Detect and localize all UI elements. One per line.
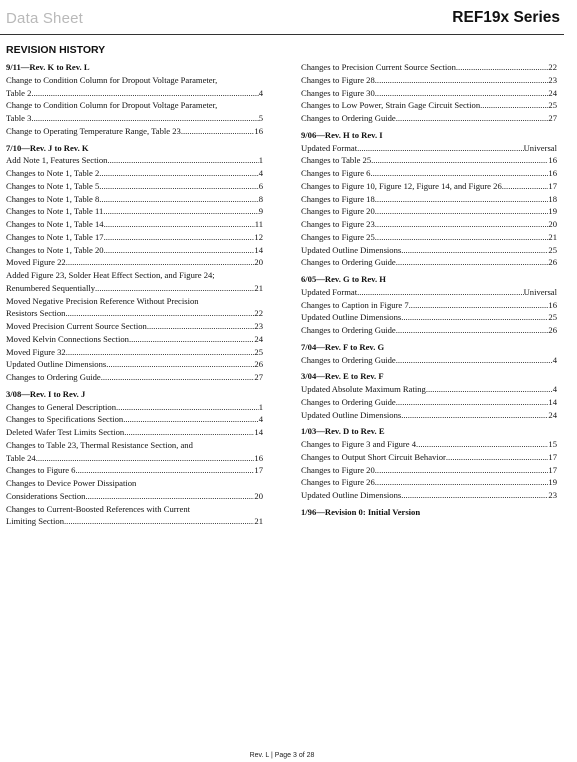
page-number: 4 — [552, 354, 557, 365]
page-number: 12 — [254, 231, 263, 242]
header-doc-type: Data Sheet — [6, 10, 84, 27]
change-text: Resistors Section — [6, 308, 66, 319]
dot-leader — [95, 282, 254, 295]
change-text: Add Note 1, Features Section — [6, 155, 108, 166]
change-entry — [301, 167, 557, 180]
change-line: Moved Negative Precision Reference Without Precision — [6, 295, 199, 306]
dot-leader — [401, 244, 548, 257]
change-entry — [6, 154, 263, 167]
change-entry — [301, 476, 557, 489]
dot-leader — [116, 401, 259, 414]
dot-leader — [401, 409, 548, 422]
dot-leader — [375, 193, 549, 206]
change-entry — [301, 299, 557, 312]
revision-heading: 1/96—Revision 0: Initial Version — [301, 506, 421, 517]
dot-leader — [370, 167, 548, 180]
page-number: 25 — [254, 346, 263, 357]
change-entry — [6, 244, 263, 257]
revision-section — [301, 129, 557, 269]
change-text: Changes to Figure 10, Figure 12, Figure 14, and Figure 26 — [301, 180, 502, 191]
change-entry — [6, 413, 263, 426]
page-number: 19 — [548, 477, 557, 488]
change-entry — [301, 180, 557, 193]
change-text: Updated Absolute Maximum Rating — [301, 384, 426, 394]
dot-leader — [396, 256, 549, 269]
change-text: Changes to Ordering Guide — [6, 372, 101, 382]
change-text: Changes to Ordering Guide — [301, 396, 396, 407]
change-text: Changes to Ordering Guide — [301, 354, 396, 365]
change-entry — [301, 218, 557, 231]
page-number: 16 — [548, 299, 557, 310]
page-number: 21 — [254, 282, 263, 293]
change-entry — [301, 438, 557, 451]
change-line: Changes to Device Power Dissipation — [6, 478, 137, 488]
revision-section — [301, 425, 557, 502]
dot-leader — [64, 515, 254, 528]
change-text: Changes to Note 1, Table 20 — [6, 244, 104, 255]
dot-leader — [99, 193, 258, 206]
change-entry — [6, 307, 263, 320]
page-number: 26 — [254, 359, 263, 370]
change-line: Added Figure 23, Solder Heat Effect Section, and Figure 24; — [6, 270, 215, 280]
change-entry — [301, 154, 557, 167]
dot-leader — [357, 142, 523, 155]
revision-heading: 3/04—Rev. E to Rev. F — [301, 371, 384, 382]
change-entry — [301, 193, 557, 206]
revision-section — [301, 370, 557, 421]
change-entry — [301, 383, 557, 396]
change-entry — [6, 218, 263, 231]
change-text: Change to Operating Temperature Range, Table 23 — [6, 125, 181, 136]
change-entry — [6, 205, 263, 218]
change-entry — [301, 396, 557, 409]
dot-leader — [396, 396, 549, 409]
page-number: 20 — [548, 219, 557, 229]
change-entry — [6, 167, 263, 180]
change-text: Changes to Figure 20 — [301, 206, 375, 217]
change-entry — [6, 333, 263, 346]
change-text: Changes to Figure 26 — [301, 477, 375, 488]
change-entry — [6, 256, 263, 269]
change-entry — [301, 87, 557, 100]
page-number: 17 — [548, 180, 557, 191]
dot-leader — [106, 358, 254, 371]
change-line: Change to Condition Column for Dropout Voltage Parameter, — [6, 100, 218, 111]
change-entry — [6, 346, 263, 359]
dot-leader — [401, 489, 548, 502]
page-number: 18 — [548, 193, 557, 204]
page-number: 4 — [258, 87, 263, 98]
page-number: 27 — [254, 372, 263, 382]
change-entry — [6, 193, 263, 206]
page-number: 20 — [254, 490, 263, 501]
change-text: Changes to Figure 20 — [301, 464, 375, 475]
change-entry — [6, 371, 263, 384]
revision-section — [301, 61, 557, 125]
change-text: Changes to Note 1, Table 2 — [6, 168, 100, 178]
change-entry — [301, 244, 557, 257]
change-text: Changes to Figure 3 and Figure 4 — [301, 439, 417, 449]
page-number: 14 — [548, 396, 557, 407]
dot-leader — [396, 354, 553, 367]
dot-leader — [456, 61, 549, 74]
change-entry — [301, 324, 557, 337]
revision-section — [6, 388, 263, 528]
change-entry — [6, 358, 263, 371]
dot-leader — [357, 286, 523, 299]
dot-leader — [66, 256, 255, 269]
change-entry — [6, 464, 263, 477]
dot-leader — [426, 383, 553, 396]
change-text: Table 24 — [6, 452, 36, 463]
page-number: 22 — [254, 308, 263, 319]
dot-leader — [375, 476, 549, 489]
dot-leader — [147, 320, 255, 333]
change-text: Deleted Wafer Test Limits Section — [6, 427, 125, 437]
page-number: 23 — [548, 490, 557, 500]
page-number: 14 — [254, 427, 263, 437]
dot-leader — [409, 299, 549, 312]
change-line: Change to Condition Column for Dropout Voltage Parameter, — [6, 74, 218, 85]
page-number: 5 — [258, 113, 263, 123]
change-text: Changes to Table 25 — [301, 155, 372, 166]
dot-leader — [375, 231, 549, 244]
revision-section — [6, 142, 263, 384]
dot-leader — [416, 438, 548, 451]
page-number: 15 — [548, 439, 557, 449]
change-entry — [301, 464, 557, 477]
page-number: 23 — [548, 74, 557, 85]
change-entry — [301, 451, 557, 464]
change-entry — [6, 180, 263, 193]
revision-section — [301, 341, 557, 367]
change-text: Changes to Precision Current Source Section — [301, 62, 456, 72]
change-text: Changes to Figure 6 — [6, 465, 76, 476]
change-entry — [6, 231, 263, 244]
change-text: Moved Precision Current Source Section — [6, 321, 147, 331]
page-number: 4 — [258, 168, 263, 178]
dot-leader — [396, 112, 549, 125]
dot-leader — [502, 180, 549, 193]
dot-leader — [375, 205, 549, 218]
revision-heading: 3/08—Rev. I to Rev. J — [6, 388, 86, 399]
dot-leader — [401, 311, 548, 324]
page-number: 24 — [548, 409, 557, 420]
dot-leader — [375, 74, 549, 87]
change-text: Changes to General Description — [6, 401, 117, 412]
change-entry — [301, 99, 557, 112]
page-number: 26 — [548, 257, 557, 268]
dot-leader — [104, 231, 255, 244]
dot-leader — [99, 180, 258, 193]
dot-leader — [123, 413, 259, 426]
page-number: 17 — [548, 451, 557, 462]
page-number: 27 — [548, 113, 557, 123]
change-text: Changes to Figure 25 — [301, 231, 375, 242]
change-entry — [301, 311, 557, 324]
change-text: Changes to Ordering Guide — [301, 325, 396, 335]
page-number: 16 — [548, 155, 557, 166]
dot-leader — [375, 218, 549, 231]
dot-leader — [129, 333, 254, 346]
change-entry — [6, 515, 263, 528]
dot-leader — [371, 154, 548, 167]
change-entry — [301, 142, 557, 155]
dot-leader — [36, 452, 255, 465]
section-title: REVISION HISTORY — [6, 44, 106, 56]
dot-leader — [65, 307, 254, 320]
change-entry — [6, 490, 263, 503]
page-number: 26 — [548, 325, 557, 335]
page-number: 20 — [254, 257, 263, 268]
change-text: Renumbered Sequentially — [6, 282, 96, 293]
page-number: 19 — [548, 206, 557, 217]
dot-leader — [101, 371, 255, 384]
change-entry — [301, 231, 557, 244]
change-text: Changes to Low Power, Strain Gage Circuit Section — [301, 100, 481, 111]
dot-leader — [104, 218, 255, 231]
page-number: 1 — [258, 401, 263, 412]
change-entry — [301, 205, 557, 218]
change-text: Changes to Specifications Section — [6, 414, 124, 425]
page-number: 11 — [254, 219, 263, 229]
change-text: Updated Outline Dimensions — [301, 409, 402, 420]
change-entry — [6, 401, 263, 414]
change-text: Changes to Note 1, Table 11 — [6, 206, 104, 217]
change-line: Changes to Current-Boosted References with Current — [6, 503, 191, 514]
page-number: 17 — [548, 464, 557, 475]
change-entry — [6, 87, 263, 100]
page-number: Universal — [523, 286, 557, 297]
dot-leader — [66, 346, 255, 359]
change-entry — [6, 112, 263, 125]
change-entry — [6, 426, 263, 439]
change-text: Moved Figure 32 — [6, 346, 66, 357]
dot-leader — [103, 205, 258, 218]
page-number: 25 — [548, 244, 557, 255]
change-entry — [301, 409, 557, 422]
change-entry — [301, 74, 557, 87]
change-entry — [6, 452, 263, 465]
change-text: Changes to Note 1, Table 14 — [6, 219, 104, 229]
change-text: Moved Figure 22 — [6, 257, 66, 268]
dot-leader — [446, 451, 549, 464]
change-entry — [301, 354, 557, 367]
change-text: Changes to Ordering Guide — [301, 113, 396, 123]
change-entry — [6, 282, 263, 295]
dot-leader — [181, 125, 255, 138]
change-text: Updated Outline Dimensions — [6, 359, 107, 370]
revision-heading: 1/03—Rev. D to Rev. E — [301, 426, 385, 437]
change-text: Changes to Caption in Figure 7 — [301, 299, 409, 310]
header-product-name: REF19x Series — [452, 9, 560, 26]
revision-section — [301, 506, 557, 519]
dot-leader — [85, 490, 254, 503]
change-text: Moved Kelvin Connections Section — [6, 333, 129, 344]
change-text: Changes to Figure 6 — [301, 168, 371, 178]
page-number: 23 — [254, 321, 263, 331]
revision-heading: 9/06—Rev. H to Rev. I — [301, 129, 383, 140]
dot-leader — [31, 112, 258, 125]
change-line: Changes to Table 23, Thermal Resistance Section, and — [6, 439, 193, 450]
page-number: 21 — [254, 516, 263, 527]
page-number: 16 — [254, 125, 263, 136]
revision-heading: 6/05—Rev. G to Rev. H — [301, 274, 386, 284]
page-number: 6 — [258, 180, 263, 191]
page-header — [0, 0, 564, 35]
page-number: 4 — [552, 384, 557, 394]
change-text: Changes to Note 1, Table 5 — [6, 180, 100, 191]
change-entry — [6, 125, 263, 138]
revision-section — [6, 61, 263, 138]
page-number: 17 — [254, 465, 263, 476]
change-text: Changes to Figure 28 — [301, 74, 375, 85]
change-text: Changes to Output Short Circuit Behavior — [301, 451, 446, 462]
change-entry — [301, 256, 557, 269]
revision-heading: 9/11—Rev. K to Rev. L — [6, 62, 90, 72]
change-text: Changes to Note 1, Table 17 — [6, 231, 104, 242]
dot-leader — [396, 324, 549, 337]
right-column — [301, 61, 557, 523]
page-number: Universal — [523, 142, 557, 153]
change-entry — [301, 286, 557, 299]
page-number: 1 — [258, 155, 263, 166]
change-text: Updated Outline Dimensions — [301, 312, 402, 323]
revision-heading: 7/10—Rev. J to Rev. K — [6, 142, 89, 153]
page-number: 14 — [254, 244, 263, 255]
page-number: 25 — [548, 100, 557, 111]
dot-leader — [75, 464, 254, 477]
change-text: Updated Outline Dimensions — [301, 490, 402, 500]
dot-leader — [104, 244, 255, 257]
change-text: Updated Format — [301, 286, 358, 297]
page-number: 16 — [254, 452, 263, 463]
dot-leader — [107, 154, 258, 167]
change-text: Updated Format — [301, 142, 358, 153]
page-number: 24 — [548, 87, 557, 98]
revision-section — [301, 273, 557, 337]
page-number: 25 — [548, 312, 557, 323]
change-entry — [301, 61, 557, 74]
left-column — [6, 61, 263, 532]
page-number: 16 — [548, 168, 557, 178]
page-number: 24 — [254, 333, 263, 344]
change-text: Updated Outline Dimensions — [301, 244, 402, 255]
revision-heading: 7/04—Rev. F to Rev. G — [301, 341, 385, 352]
page-number: 4 — [258, 414, 263, 425]
change-text: Table 2 — [6, 87, 32, 98]
change-entry — [301, 489, 557, 502]
change-entry — [301, 112, 557, 125]
dot-leader — [31, 87, 258, 100]
change-text: Table 3 — [6, 113, 32, 123]
page-number: 9 — [258, 206, 263, 217]
change-text: Changes to Figure 23 — [301, 219, 375, 229]
change-text: Changes to Ordering Guide — [301, 257, 396, 268]
page-footer: Rev. L | Page 3 of 28 — [249, 752, 315, 759]
dot-leader — [375, 464, 549, 477]
page-number: 8 — [258, 193, 263, 204]
page-number: 21 — [548, 231, 557, 242]
page-number: 22 — [548, 62, 557, 72]
dot-leader — [375, 87, 549, 100]
change-text: Considerations Section — [6, 490, 86, 501]
change-text: Changes to Figure 18 — [301, 193, 375, 204]
dot-leader — [99, 167, 258, 180]
change-text: Changes to Note 1, Table 8 — [6, 193, 100, 204]
dot-leader — [480, 99, 548, 112]
change-entry — [6, 320, 263, 333]
change-text: Changes to Figure 30 — [301, 87, 375, 98]
dot-leader — [124, 426, 254, 439]
change-text: Limiting Section — [6, 516, 65, 527]
